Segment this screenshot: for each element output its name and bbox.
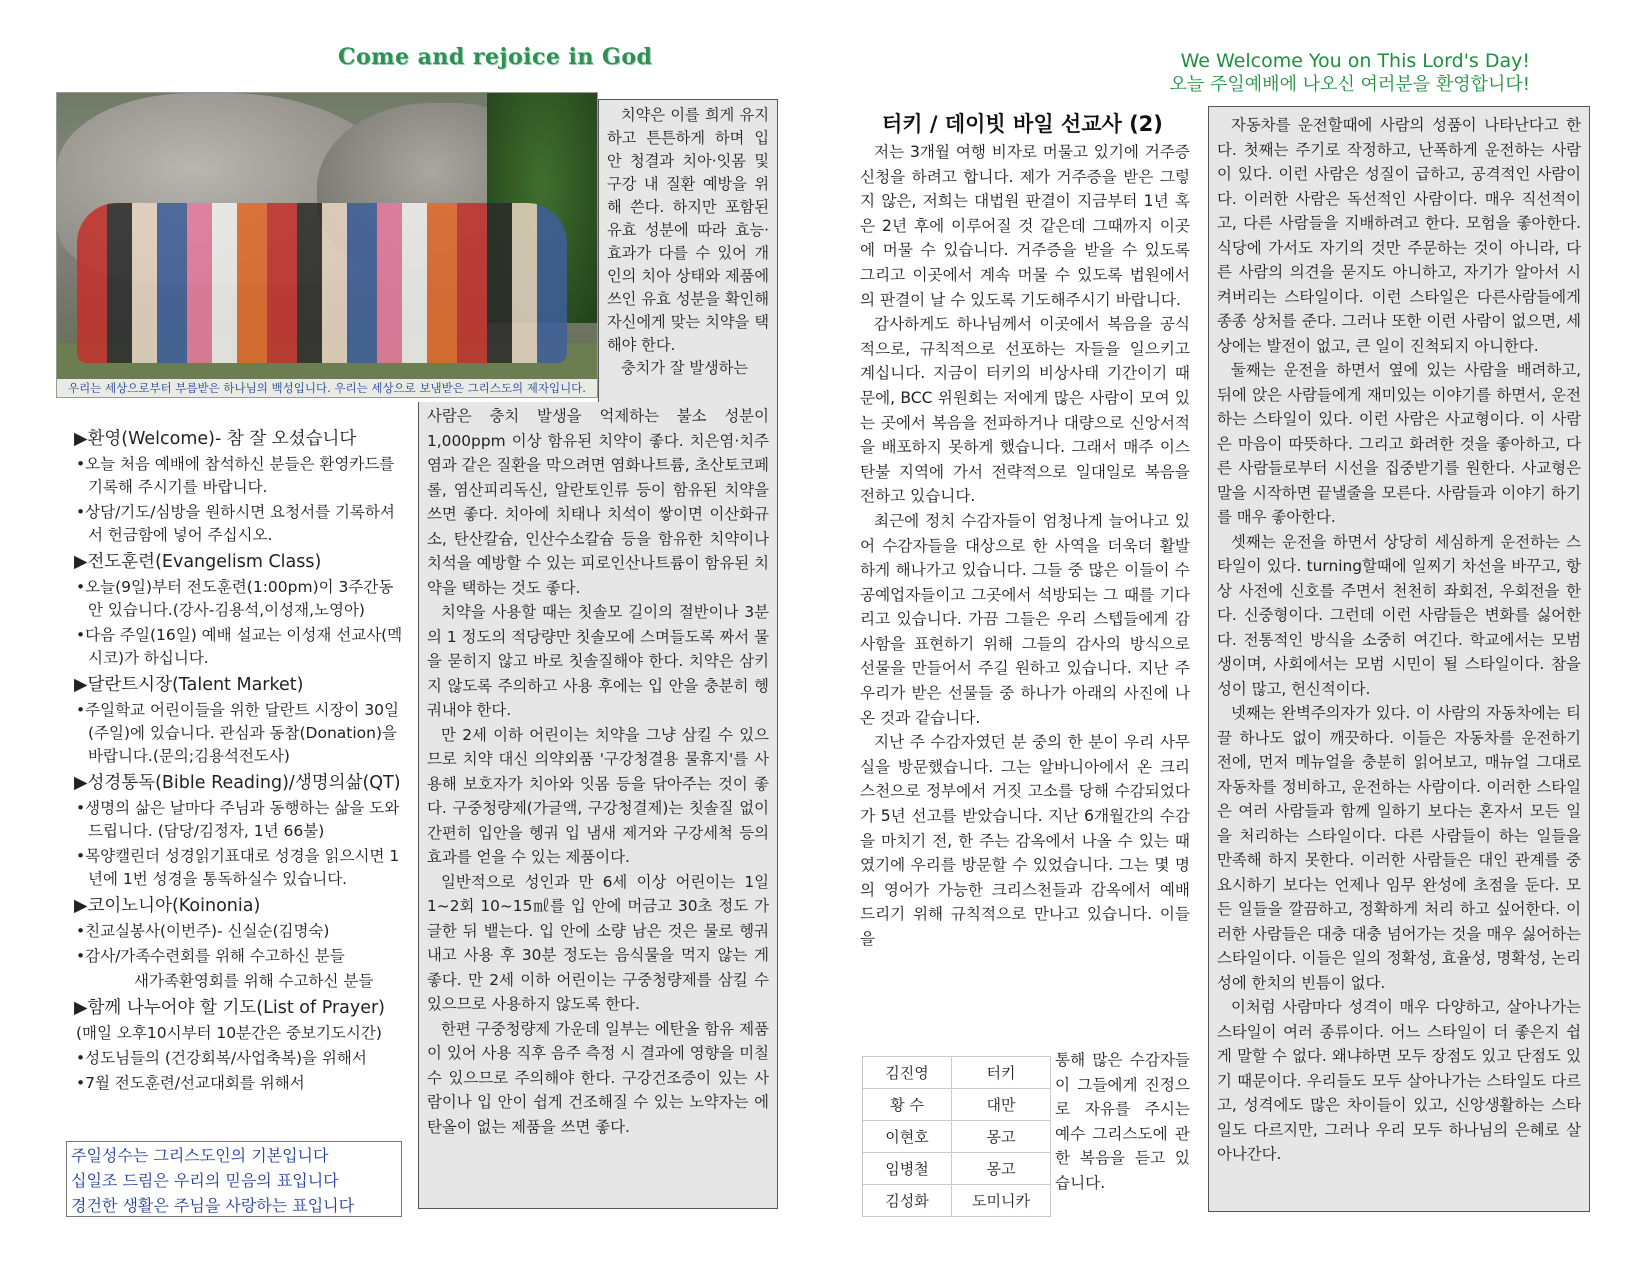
driving-paragraph: 이처럼 사람마다 성격이 매우 다양하고, 살아나가는 스타일이 여러 종류이다. 어느 스타일이 더 좋은지 쉽게 말할 수 없다. 왜냐하면 모두 장점도 있고 단점도 있기 때문이다. 우리들도 모두 살아나가는 스타일도 다르고, 성격에도 많은 차이들이 있고, 신앙생활하는 스타일도 다르지만, 그러나 우리 모두 하나님의 은혜로 살아나간다.	[1217, 998, 1581, 1163]
table-row: 이현호 몽고	[863, 1121, 1051, 1153]
missionary-table	[862, 1056, 1051, 1217]
motto-box	[66, 1141, 402, 1217]
motto-line: 주일성수는 그리스도인의 기본입니다	[71, 1146, 329, 1165]
welcome-korean: 오늘 주일예배에 나오신 여러분을 환영합니다!	[1169, 74, 1530, 95]
announcement-item: •감사/가족수련회를 위해 수고하신 분들	[76, 947, 345, 965]
photo-caption: 우리는 세상으로부터 부름받은 하나님의 백성입니다. 우리는 세상으로 보냄받은 그리스도의 제자입니다.	[57, 379, 597, 397]
announcement-item: •오늘 처음 예배에 참석하신 분들은 환영카드를 기록해 주시기를 바랍니다.	[76, 455, 395, 496]
dental-article-top	[598, 99, 778, 404]
missionary-after-table: 통해 많은 수감자들이 그들에게 진정으로 자유를 주시는 예수 그리스도에 관한 복음을 듣고 있습니다.	[1055, 1051, 1190, 1192]
table-row: 임병철 몽고	[863, 1153, 1051, 1185]
congregation-group	[77, 203, 567, 363]
missionary-paragraph: 지난 주 수감자였던 분 중의 한 분이 우리 사무실을 방문했습니다. 그는 알바니아에서 온 크리스천으로 정부에서 거짓 고소를 당해 수감되었다가 5년 선고를 받았습니다. 지난 6개월간의 수감을 마치기 전, 한 주는 감옥에서 나올 수 있는 때였기에 우리를 방문할 수 있었습니다. 그는 몇 명의 영어가 가능한 크리스천들과 감옥에서 예배 드리기 위해 규칙적으로 만나고 있습니다. 이들을	[860, 733, 1190, 948]
dental-paragraph: 치약을 사용할 때는 칫솔모 길이의 절반이나 3분의 1 정도의 적당량만 칫솔모에 스며들도록 짜서 물을 묻히지 않고 바로 칫솔질해야 한다. 치약은 삼키지 않도록 주의하고 사용 후에는 입 안을 충분히 헹궈내야 한다.	[427, 603, 769, 719]
dental-paragraph: 만 2세 이하 어린이는 치약을 그냥 삼킬 수 있으므로 치약 대신 의약외품 '구강청결용 물휴지'를 사용해 보호자가 치아와 잇몸 등을 닦아주는 것이 좋다. 구중청량제(가글액, 구강청결제)는 칫솔질 없이 간편히 입안을 헹궈 입 냄새 제거와 구강세척 등의 효과를 얻을 수 있는 제품이다.	[427, 725, 769, 866]
announcement-item: •친교실봉사(이번주)- 신실순(김명숙)	[76, 922, 330, 940]
dental-article-bottom	[418, 402, 778, 1209]
announcement-item: 새가족환영회를 위해 수고하신 분들	[134, 972, 374, 990]
dental-paragraph: 일반적으로 성인과 만 6세 이상 어린이는 1일 1~2회 10~15㎖를 입 안에 머금고 30초 정도 가글한 뒤 뱉는다. 입 안에 소량 남은 것은 물로 헹궈내고 사용 후 30분 정도는 음식물을 먹지 않는 게 좋다. 만 2세 이하 어린이는 구중청량제를 삼킬 수 있으므로 사용하지 않도록 한다.	[427, 872, 769, 1013]
announcement-item: •생명의 삶은 날마다 주님과 동행하는 삶을 도와드립니다. (담당/김정자, 1년 66불)	[76, 799, 400, 840]
missionary-article-body	[860, 140, 1190, 952]
missionary-paragraph: 최근에 정치 수감자들이 엄청나게 늘어나고 있어 수감자들을 대상으로 한 사역을 더욱더 활발하게 해나가고 있습니다. 그들 중 많은 이들이 수공예업자들이고 그곳에서 석방되는 그 때를 기다리고 있습니다. 가끔 그들은 우리 스텝들에게 감사함을 표현하기 위해 그들의 감사의 방식으로 선물을 만들어서 주길 원하고 있습니다. 지난 주 우리가 받은 선물들 중 하나가 아래의 사진에 나온 것과 같습니다.	[860, 511, 1190, 727]
prayer-note: (매일 오후10시부터 10분간은 중보기도시간)	[76, 1024, 382, 1042]
driving-paragraph: 자동차를 운전할때에 사람의 성품이 나타난다고 한다. 첫째는 주기로 작정하고, 난폭하게 운전하는 사람이 있다. 이런 사람은 성질이 급하고, 공격적인 사람이다. 이러한 사람은 독선적인 사람이다. 매우 직선적이고, 다른 사람들을 지배하려고 한다. 모험을 좋아한다. 식당에 가서도 자기의 것만 주문하는 것이 아니라, 다른 사람의 의견을 묻지도 아니하고, 자기가 알아서 시켜버리는 스타일이다. 이런 스타일은 다른사람들에게 종종 상처를 준다. 그러나 또한 이런 사람이 없으면, 세상에는 발전이 없고, 큰 일이 진척되지 아니한다.	[1217, 116, 1581, 355]
driving-article	[1208, 106, 1590, 1212]
bible-heading: ▶성경통독(Bible Reading)/생명의삶(QT)	[74, 773, 401, 793]
driving-paragraph: 넷째는 완벽주의자가 있다. 이 사람의 자동차에는 티끌 하나도 없이 깨끗하다. 이들은 자동차를 운전하기 전에, 먼저 메뉴얼을 충분히 읽어보고, 매뉴얼 그대로 자동차를 정비하고, 운전하는 사람이다. 이러한 스타일은 여러 사람들과 함께 일하기 보다는 혼자서 모든 일을 처리하는 스타일이다. 다른 사람들이 하는 일들을 만족해 하지 못한다. 이러한 사람들은 대인 관계를 중요시하기 보다는 언제나 임무 완성에 초점을 둔다. 모든 일들을 깔끔하고, 정확하게 처리 하고 싶어한다. 이러한 사람들은 대충 대충 넘어가는 것을 매우 싫어하는 스타일이다. 이들은 일의 정확성, 효율성, 명확성, 논리성에 한치의 빈틈이 없다.	[1217, 704, 1581, 992]
dental-paragraph: 충치가 잘 발생하는	[621, 359, 749, 377]
table-row: 황 수 대만	[863, 1089, 1051, 1121]
motto-line: 십일조 드림은 우리의 믿음의 표입니다	[71, 1171, 339, 1190]
page-title-left: Come and rejoice in God	[338, 44, 653, 70]
driving-paragraph: 셋째는 운전을 하면서 상당히 세심하게 운전하는 스타일이 있다. turning할때에 일찌기 차선을 바꾸고, 항상 사전에 신호를 주면서 천천히 좌회전, 우회전을 한다. 신중형이다. 그런데 이런 사람들은 변화를 싫어한다. 전통적인 방식을 소중히 여긴다. 학교에서는 모범생이며, 사회에서는 모범 시민이 될 스타일이다. 참을성이 많고, 헌신적이다.	[1217, 532, 1581, 698]
motto-line: 경건한 생활은 주님을 사랑하는 표입니다	[71, 1196, 355, 1215]
announcement-item: •오늘(9일)부터 전도훈련(1:00pm)이 3주간동안 있습니다.(강사-김용석,이성재,노영아)	[76, 578, 394, 619]
prayer-heading: ▶함께 나누어야 할 기도(List of Prayer)	[74, 998, 386, 1018]
table-row: 김진영 터키	[863, 1057, 1051, 1089]
announcements	[74, 426, 404, 1097]
prayer-item: •성도님들의 (건강회복/사업축복)을 위해서	[76, 1049, 367, 1067]
welcome-heading: ▶환영(Welcome)- 참 잘 오셨습니다	[74, 429, 357, 449]
announcement-item: •목양캘린더 성경읽기표대로 성경을 읽으시면 1년에 1번 성경을 통독하실수 있습니다.	[76, 847, 400, 888]
table-row: 김성화 도미니카	[863, 1185, 1051, 1217]
announcement-item: •주일학교 어린이들을 위한 달란트 시장이 30일(주일)에 있습니다. 관심과 동참(Donation)을 바랍니다.(문의;김용석전도사)	[76, 701, 400, 765]
group-photo	[56, 92, 598, 398]
driving-paragraph: 둘째는 운전을 하면서 옆에 있는 사람을 배려하고, 뒤에 앉은 사람들에게 재미있는 이야기를 하면서, 운전하는 스타일이 있다. 이런 사람은 사교형이다. 이 사람은 마음이 따뜻하다. 그리고 화려한 것을 좋아하고, 다른 사람들로부터 시선을 집중받기를 원한다. 사교형은 말을 시작하면 끝낼줄을 모른다. 사람들과 이야기 하기를 매우 좋아한다.	[1217, 361, 1581, 526]
announcement-item: •상담/기도/심방을 원하시면 요청서를 기록하셔서 헌금함에 넣어 주십시오.	[76, 503, 395, 544]
missionary-paragraph: 저는 3개월 여행 비자로 머물고 있기에 거주증 신청을 하려고 합니다. 제가 거주증을 받은 그렇지 않은, 저희는 대법원 판결이 지금부터 1년 혹은 2년 후에 이루어질 것 같은데 그때까지 이곳에 머물 수 있습니다. 거주증을 받을 수 있도록 그리고 이곳에서 계속 머물 수 있도록 법원에서의 판결이 날 수 있도록 기도해주시기 바랍니다.	[860, 143, 1190, 309]
evangelism-heading: ▶전도훈련(Evangelism Class)	[74, 552, 322, 572]
talent-heading: ▶달란트시장(Talent Market)	[74, 675, 304, 695]
welcome-english: We Welcome You on This Lord's Day!	[1180, 50, 1530, 72]
announcement-item: •다음 주일(16일) 예배 설교는 이성재 선교사(멕시코)가 하십니다.	[76, 626, 403, 667]
dental-paragraph: 한편 구중청량제 가운데 일부는 에탄올 함유 제품이 있어 사용 직후 음주 측정 시 결과에 영향을 미칠 수 있으므로 주의해야 한다. 구강건조증이 있는 사람이나 입 안이 쉽게 건조해질 수 있는 노약자는 에탄올이 없는 제품을 쓰면 좋다.	[427, 1019, 769, 1136]
dental-paragraph: 치약은 이를 희게 유지하고 튼튼하게 하며 입 안 청결과 치아·잇몸 및 구강 내 질환 예방을 위해 쓴다. 하지만 포함된 유효 성분에 따라 효능·효과가 다를 수 있어 개인의 치아 상태와 제품에 쓰인 유효 성분을 확인해 자신에게 맞는 치약을 택해야 한다.	[607, 106, 769, 354]
dental-paragraph: 사람은 충치 발생을 억제하는 불소 성분이 1,000ppm 이상 함유된 치약이 좋다. 치은염·치주염과 같은 질환을 막으려면 염화나트륨, 초산토코페롤, 염산피리독신, 알란토인류 등이 함유된 치약을 쓰면 좋다. 치아에 치태나 치석이 쌓이면 이산화규소, 탄산칼슘, 인산수소칼슘 등을 함유한 치약이나 치석을 예방할 수 있는 피로인산나트륨이 함유된 치약을 택하는 것도 좋다.	[427, 407, 769, 597]
prayer-item: •7월 전도훈련/선교대회를 위해서	[76, 1074, 305, 1092]
missionary-paragraph: 감사하게도 하나님께서 이곳에서 복음을 공식적으로, 규칙적으로 선포하는 자들을 일으키고 계십니다. 지금이 터키의 비상사태 기간이기 때문에, BCC 위원회는 저에게 많은 사람이 모여 있는 곳에서 복음을 전파하거나 대량으로 신앙서적을 배포하지 못하게 했습니다. 그래서 매주 이스탄불 지역에 가서 전략적으로 일대일로 복음을 전하고 있습니다.	[860, 315, 1190, 506]
missionary-article-title: 터키 / 데이빗 바일 선교사 (2)	[882, 112, 1163, 136]
koinonia-heading: ▶코이노니아(Koinonia)	[74, 896, 261, 916]
